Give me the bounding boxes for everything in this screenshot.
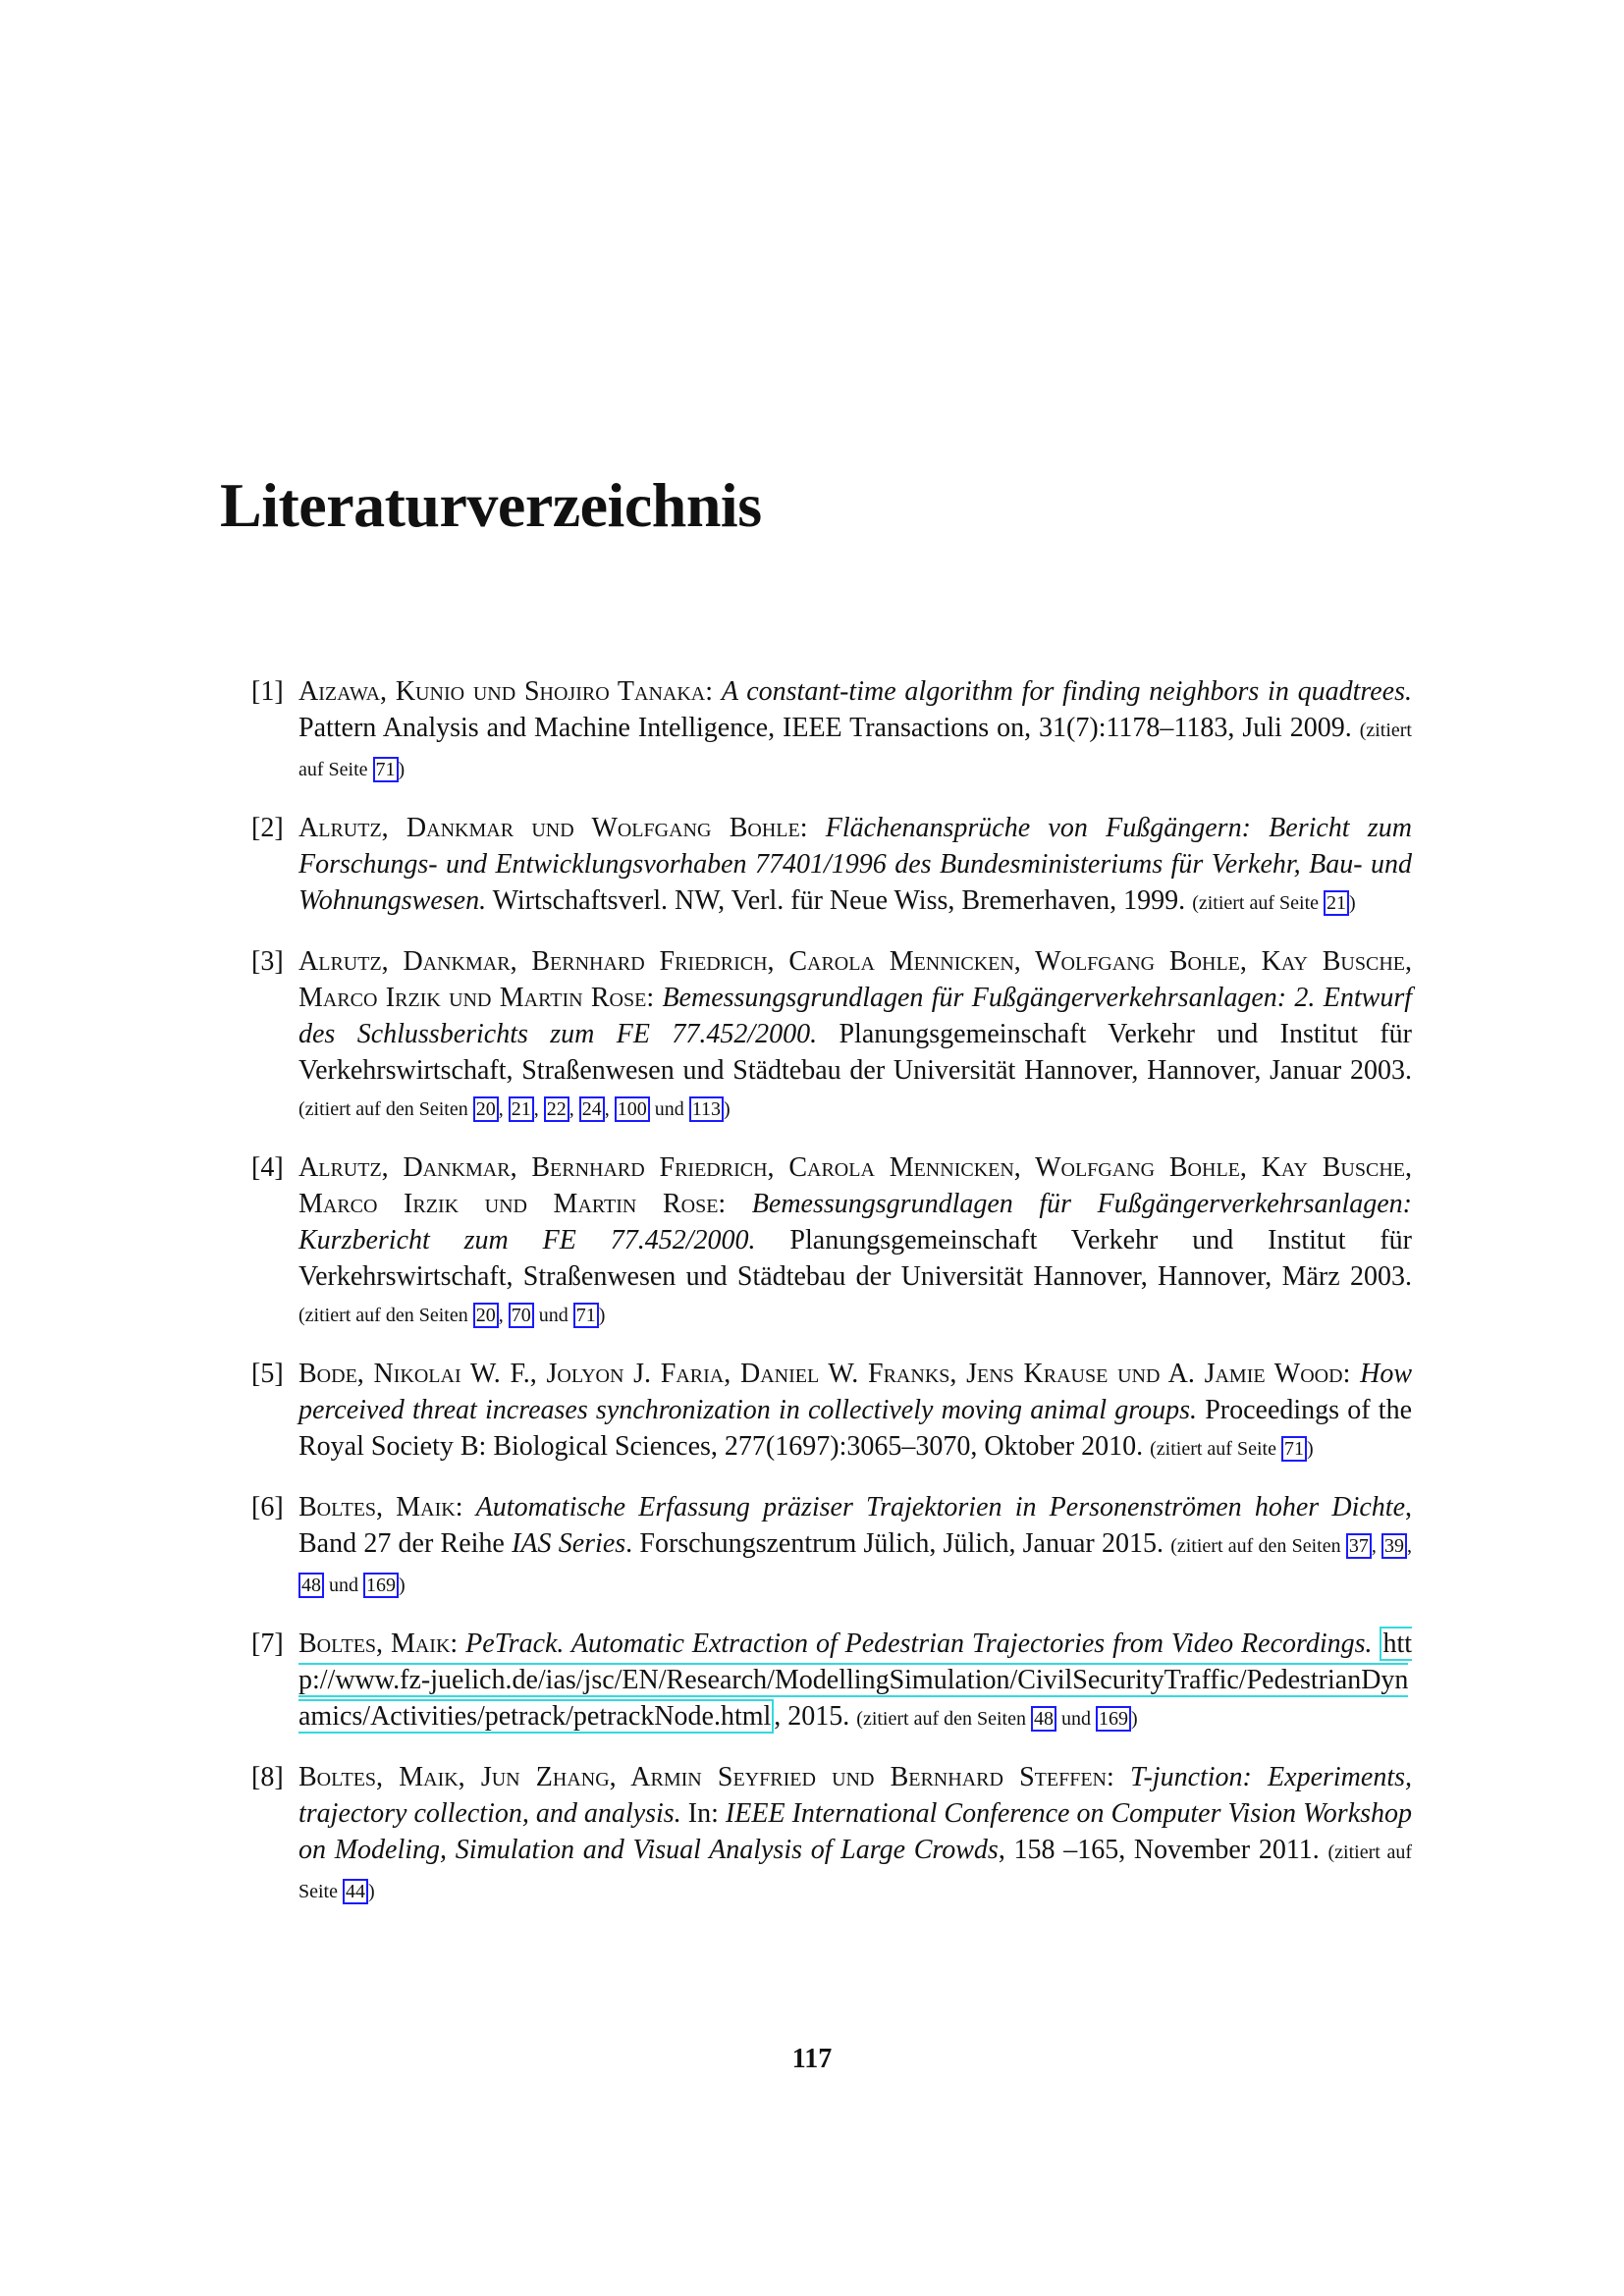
reference-number: [3] bbox=[251, 946, 284, 977]
page-link[interactable]: 48 bbox=[1031, 1706, 1056, 1732]
reference-entry bbox=[251, 1489, 1412, 1604]
page-link[interactable]: 71 bbox=[373, 757, 399, 782]
reference-title: A constant-time algorithm for finding neighbors in quadtrees. bbox=[721, 676, 1412, 707]
citation-note: (zitiert auf den Seiten 48 und 169 ) bbox=[856, 1708, 1138, 1730]
citation-note: (zitiert auf Seite 44 ) bbox=[298, 1842, 1413, 1902]
reference-title: PeTrack. Automatic Extraction of Pedestrian Trajectories from Video Recordings. bbox=[465, 1629, 1373, 1659]
page-link[interactable]: 22 bbox=[544, 1096, 569, 1122]
reference-entry bbox=[251, 810, 1412, 922]
reference-publication: Wirtschaftsverl. NW, Verl. für Neue Wiss, Bremerhaven, 1999. bbox=[492, 885, 1186, 916]
reference-number: [1] bbox=[251, 676, 284, 707]
reference-authors: Boltes, Maik: bbox=[298, 1629, 459, 1659]
reference-entry bbox=[251, 673, 1412, 788]
reference-entry bbox=[251, 943, 1412, 1128]
citation-note: (zitiert auf den Seiten 20 , 21 , 22 , 24 , 100 und 113 ) bbox=[298, 1098, 731, 1120]
page-link[interactable]: 21 bbox=[1324, 890, 1349, 916]
reference-booktitle: IEEE International Conference on Computer Vision Workshop on Modeling, Simulation and Visual Analysis of Large Crowds bbox=[298, 1798, 1413, 1865]
reference-title: T-junction: Experiments, trajectory collection, and analysis. bbox=[298, 1762, 1413, 1829]
reference-entry bbox=[251, 1356, 1412, 1468]
reference-title: Automatische Erfassung präziser Trajektorien in Personenströmen hoher Dichte bbox=[475, 1492, 1406, 1522]
page-link[interactable]: 24 bbox=[579, 1096, 605, 1122]
page-link[interactable]: 169 bbox=[363, 1573, 399, 1598]
page-link[interactable]: 100 bbox=[615, 1096, 650, 1122]
reference-authors: Aizawa, Kunio und Shojiro Tanaka: bbox=[298, 676, 714, 707]
reference-number: [2] bbox=[251, 813, 284, 843]
page-link[interactable]: 71 bbox=[573, 1303, 599, 1328]
reference-in-prefix: In: bbox=[687, 1798, 719, 1829]
reference-publication: , 158 –165, November 2011. bbox=[998, 1835, 1320, 1865]
page-link[interactable]: 20 bbox=[473, 1096, 499, 1122]
page-link[interactable]: 113 bbox=[689, 1096, 724, 1122]
reference-publication: , 2015. bbox=[774, 1701, 850, 1732]
reference-authors: Alrutz, Dankmar, Bernhard Friedrich, Carola Mennicken, Wolfgang Bohle, Kay Busche, Marco Irzik und Martin Rose: bbox=[298, 946, 1412, 1013]
reference-title: Bemessungsgrundlagen für Fußgängerverkehrsanlagen: 2. Entwurf des Schlussberichts zum FE 77.452/2000. bbox=[298, 983, 1412, 1049]
reference-publication: Proceedings of the Royal Society B: Biological Sciences, 277(1697):3065–3070, Oktober 2010. bbox=[298, 1395, 1412, 1462]
page-title: Literaturverzeichnis bbox=[220, 470, 762, 540]
reference-title: Bemessungsgrundlagen für Fußgängerverkehrsanlagen: Kurzbericht zum FE 77.452/2000. bbox=[298, 1189, 1412, 1255]
reference-authors: Alrutz, Dankmar und Wolfgang Bohle: bbox=[298, 813, 808, 843]
reference-series-prefix: , Band 27 der Reihe bbox=[298, 1492, 1413, 1559]
page-link[interactable]: 169 bbox=[1096, 1706, 1131, 1732]
reference-number: [5] bbox=[251, 1359, 284, 1389]
page-link[interactable]: 70 bbox=[509, 1303, 534, 1328]
page-link[interactable]: 71 bbox=[1281, 1436, 1307, 1462]
reference-authors: Bode, Nikolai W. F., Jolyon J. Faria, Daniel W. Franks, Jens Krause und A. Jamie Wood: bbox=[298, 1359, 1351, 1389]
reference-publication: Planungsgemeinschaft Verkehr und Institut für Verkehrswirtschaft, Straßenwesen und Städtebau der Universität Hannover, Hannover, März 2003. bbox=[298, 1225, 1412, 1292]
page-number: 117 bbox=[791, 2044, 833, 2074]
reference-number: [4] bbox=[251, 1152, 284, 1183]
reference-publication: . Forschungszentrum Jülich, Jülich, Januar 2015. bbox=[625, 1528, 1164, 1559]
reference-title: How perceived threat increases synchronization in collectively moving animal groups. bbox=[298, 1359, 1412, 1425]
citation-note: (zitiert auf den Seiten 20 , 70 und 71 ) bbox=[298, 1305, 606, 1326]
reference-authors: Boltes, Maik, Jun Zhang, Armin Seyfried und Bernhard Steffen: bbox=[298, 1762, 1114, 1792]
reference-number: [6] bbox=[251, 1492, 284, 1522]
page-link[interactable]: 48 bbox=[298, 1573, 324, 1598]
reference-authors: Boltes, Maik: bbox=[298, 1492, 463, 1522]
reference-number: [7] bbox=[251, 1629, 284, 1659]
reference-publication: Planungsgemeinschaft Verkehr und Institut für Verkehrswirtschaft, Straßenwesen und Städtebau der Universität Hannover, Hannover, Januar 2003. bbox=[298, 1019, 1413, 1086]
reference-entry bbox=[251, 1626, 1412, 1737]
page-link[interactable]: 39 bbox=[1381, 1533, 1407, 1559]
reference-publication: Pattern Analysis and Machine Intelligence, IEEE Transactions on, 31(7):1178–1183, Juli 2009. bbox=[298, 713, 1352, 743]
reference-url-link[interactable]: http://www.fz-juelich.de/ias/jsc/EN/Research/ModellingSimulation/CivilSecurityTraffic/PedestrianDynamics/Activities/petrack/petrackNode.html bbox=[298, 1629, 1413, 1732]
page-link[interactable]: 21 bbox=[509, 1096, 534, 1122]
reference-entry bbox=[251, 1149, 1412, 1334]
reference-list bbox=[251, 673, 1412, 1932]
reference-number: [8] bbox=[251, 1762, 284, 1792]
reference-authors: Alrutz, Dankmar, Bernhard Friedrich, Carola Mennicken, Wolfgang Bohle, Kay Busche, Marco Irzik und Martin Rose: bbox=[298, 1152, 1412, 1219]
page-link[interactable]: 20 bbox=[473, 1303, 499, 1328]
citation-note: (zitiert auf den Seiten 37 , 39 , 48 und 169 ) bbox=[298, 1535, 1412, 1596]
citation-note: (zitiert auf Seite 71 ) bbox=[298, 720, 1412, 780]
reference-series: IAS Series bbox=[512, 1528, 626, 1559]
page-link[interactable]: 37 bbox=[1346, 1533, 1372, 1559]
citation-note: (zitiert auf Seite 71 ) bbox=[1150, 1438, 1314, 1460]
page-link[interactable]: 44 bbox=[343, 1879, 368, 1904]
citation-note: (zitiert auf Seite 21 ) bbox=[1192, 892, 1356, 914]
reference-entry bbox=[251, 1759, 1412, 1910]
reference-title: Flächenansprüche von Fußgängern: Bericht zum Forschungs- und Entwicklungsvorhaben 77401/1996 des Bundesministeriums für Verkehr, Bau- und Wohnungswesen. bbox=[298, 813, 1412, 916]
